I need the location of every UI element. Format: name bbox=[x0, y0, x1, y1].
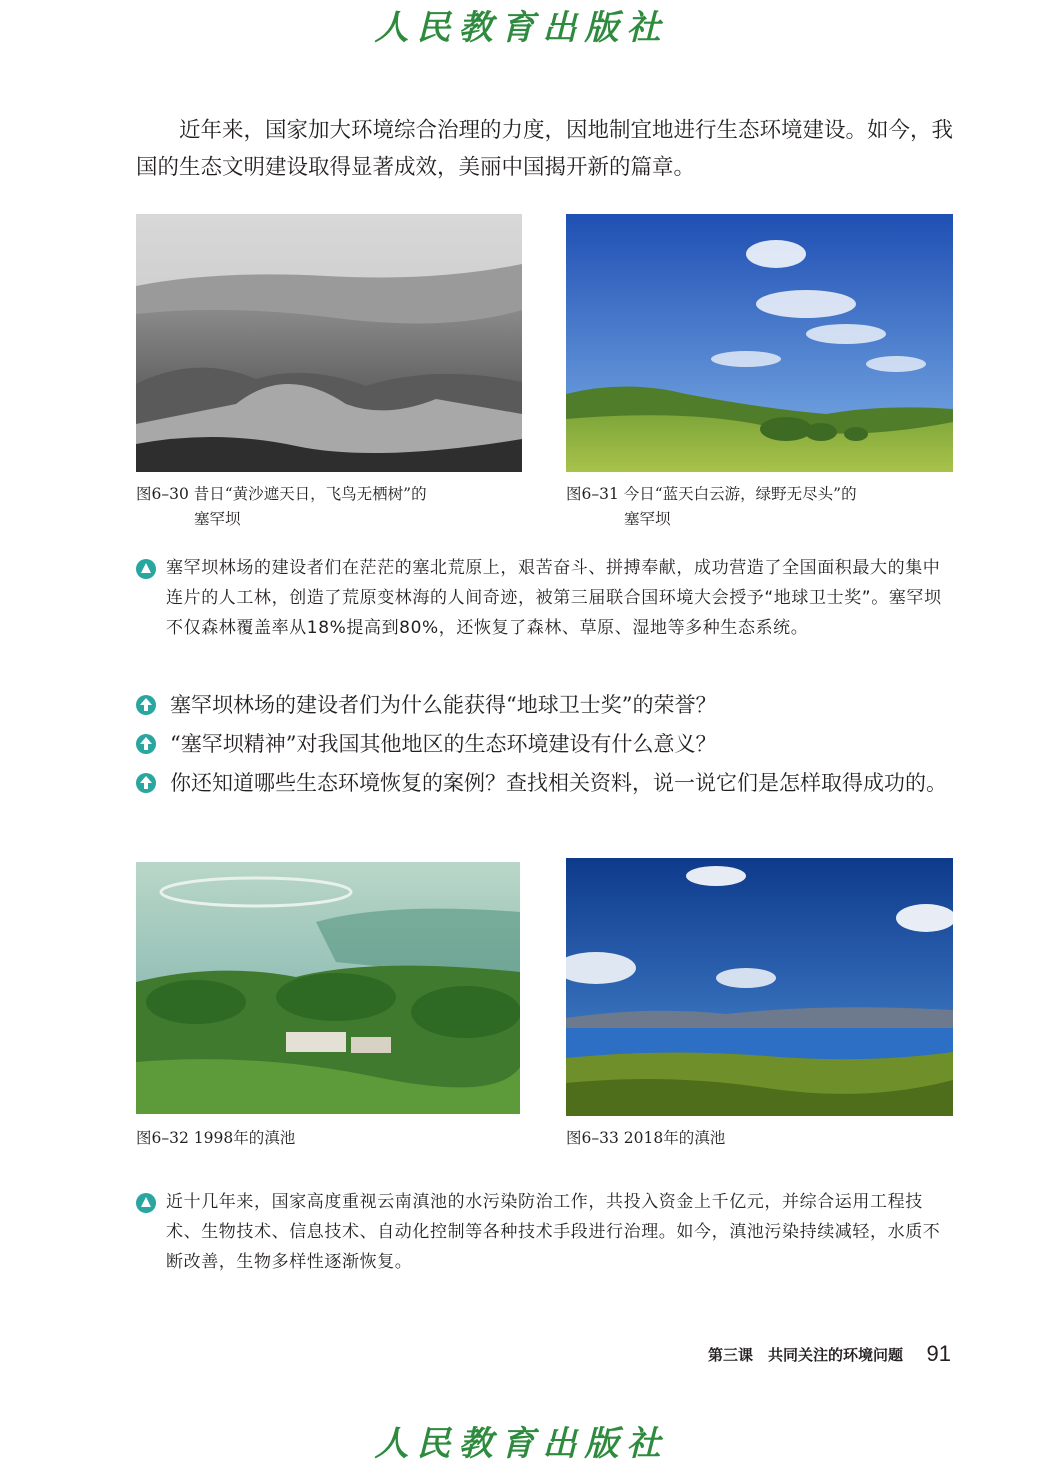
publisher-logo-top: 人民教育出版社 bbox=[374, 8, 669, 48]
arrow-up-circle-icon bbox=[136, 695, 156, 715]
question-text-1: 塞罕坝林场的建设者们为什么能获得“地球卫士奖”的荣誉？ bbox=[170, 693, 717, 717]
publisher-logo-bottom: 人民教育出版社 bbox=[374, 1424, 669, 1464]
page-number: 91 bbox=[926, 1341, 951, 1366]
photo-dianchi-2018 bbox=[566, 858, 953, 1116]
footer-chapter-title: 第三课 共同关注的环境问题 bbox=[707, 1346, 903, 1364]
question-text-3: 你还知道哪些生态环境恢复的案例？查找相关资料，说一说它们是怎样取得成功的。 bbox=[170, 771, 947, 795]
caption-fig632: 图6–32 1998年的滇池 bbox=[136, 1129, 296, 1147]
intro-paragraph: 近年来，国家加大环境综合治理的力度，因地制宜地进行生态环境建设。如今，我国的生态文明建设取得显著成效，美丽中国揭开新的篇章。 bbox=[136, 118, 954, 180]
info-note-dianchi bbox=[136, 1187, 956, 1277]
info-note-saihanba-text: 塞罕坝林场的建设者们在茫茫的塞北荒原上，艰苦奋斗、拼搏奉献，成功营造了全国面积最大的集中连片的人工林，创造了荒原变林海的人间奇迹，被第三届联合国环境大会授予“地球卫士奖”。塞罕坝不仅森林覆盖率从18%提高到80%，还恢复了森林、草原、湿地等多种生态系统。 bbox=[166, 558, 942, 638]
question-item-3 bbox=[136, 764, 956, 802]
caption-fig633: 图6–33 2018年的滇池 bbox=[566, 1129, 726, 1147]
photo-saihanba-grassland bbox=[566, 214, 953, 472]
question-item-1 bbox=[136, 686, 956, 724]
question-text-2: “塞罕坝精神”对我国其他地区的生态环境建设有什么意义？ bbox=[170, 732, 717, 756]
triangle-note-icon bbox=[136, 559, 156, 579]
question-item-2 bbox=[136, 725, 956, 763]
caption-fig630-cont: 塞罕坝 bbox=[194, 510, 241, 528]
info-note-saihanba bbox=[136, 553, 956, 643]
caption-fig631-label: 图6–31 今日“蓝天白云游，绿野无尽头”的 bbox=[566, 485, 857, 503]
info-note-dianchi-text: 近十几年来，国家高度重视云南滇池的水污染防治工作，共投入资金上千亿元，并综合运用工程技术、生物技术、信息技术、自动化控制等各种技术手段进行治理。如今，滇池污染持续减轻，水质不断改善，生物多样性逐渐恢复。 bbox=[166, 1192, 941, 1272]
photo-dianchi-1998 bbox=[136, 862, 520, 1114]
caption-fig630 bbox=[136, 482, 522, 532]
caption-fig631 bbox=[566, 482, 953, 532]
arrow-up-circle-icon bbox=[136, 773, 156, 793]
caption-fig631-cont: 塞罕坝 bbox=[624, 510, 671, 528]
caption-fig630-label: 图6–30 昔日“黄沙遮天日，飞鸟无栖树”的 bbox=[136, 485, 427, 503]
arrow-up-circle-icon bbox=[136, 734, 156, 754]
photo-saihanba-desert bbox=[136, 214, 522, 472]
triangle-note-icon bbox=[136, 1193, 156, 1213]
